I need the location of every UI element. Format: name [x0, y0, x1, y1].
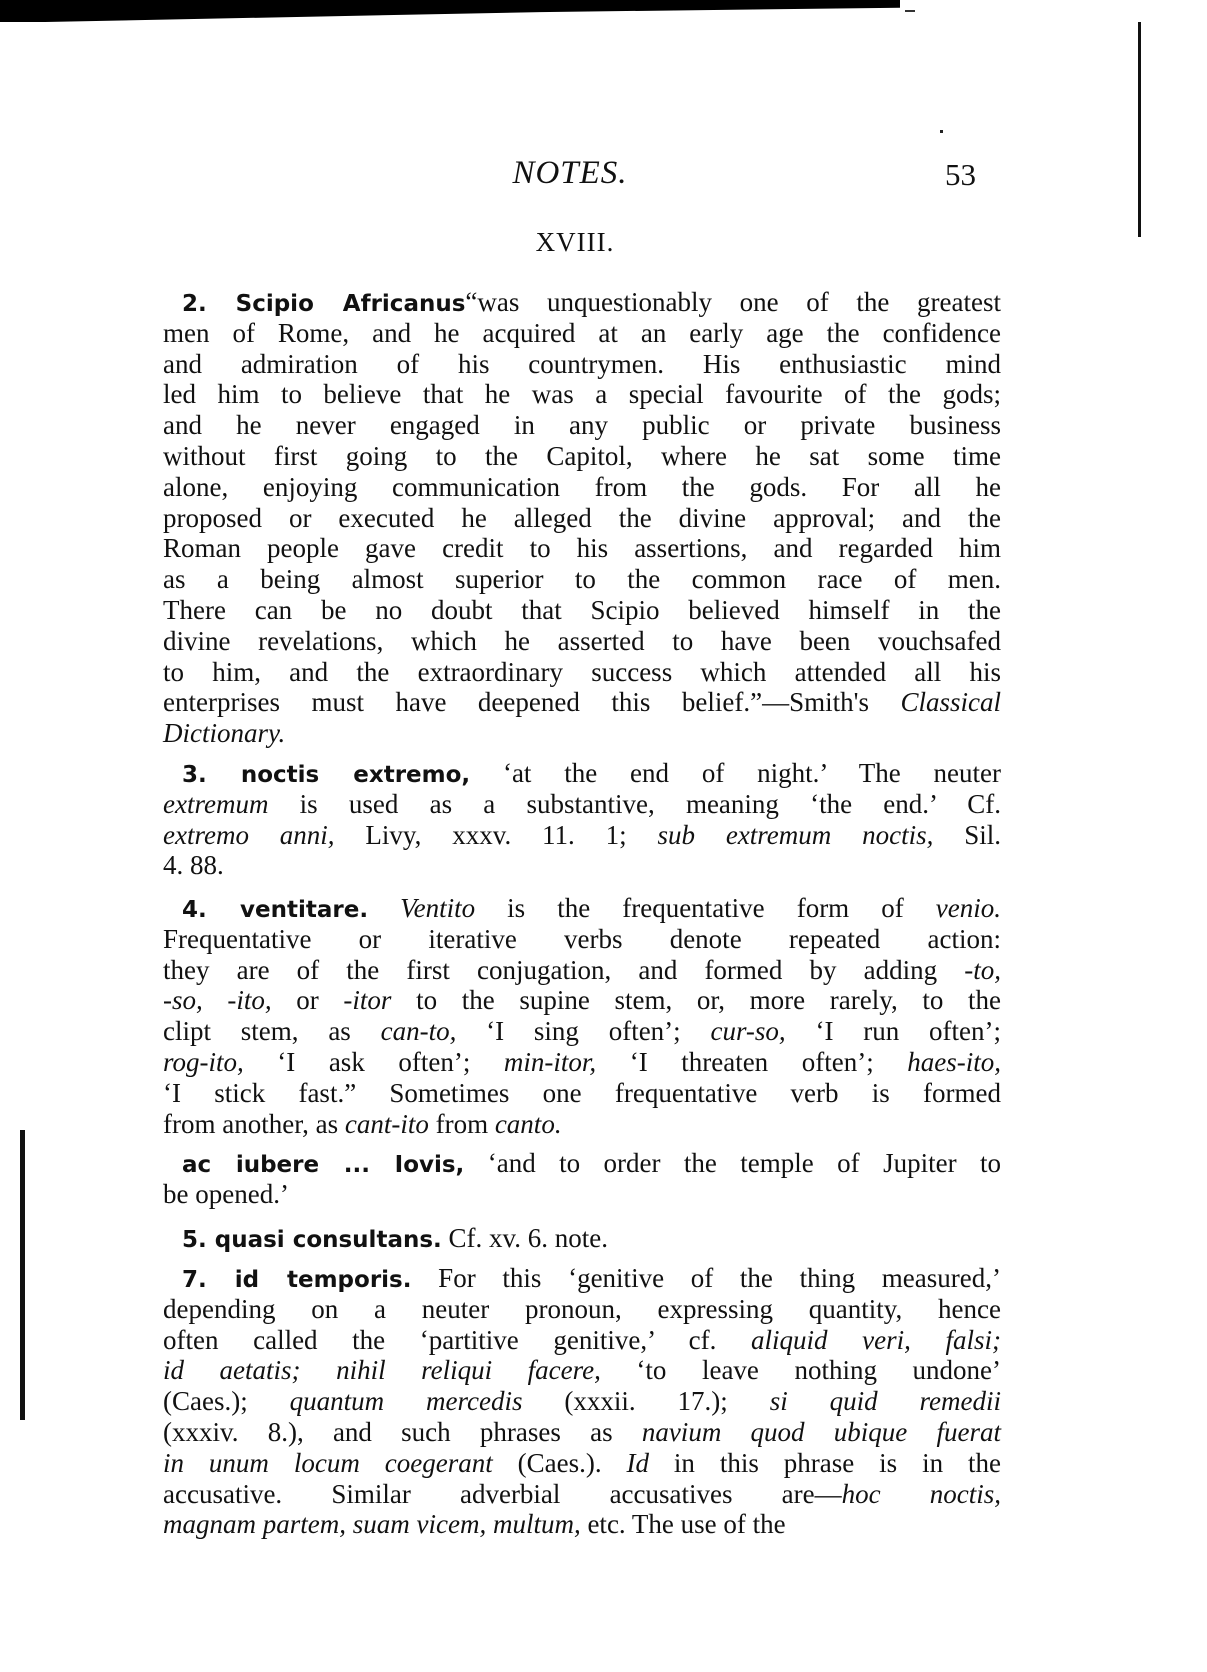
text: (Caes.);	[163, 1386, 290, 1417]
text: divine revelations, which he asserted to have been vouchsafed	[163, 625, 1001, 656]
italic-text: can-to,	[380, 1016, 457, 1047]
scan-speck	[940, 130, 943, 133]
text-line	[163, 924, 1001, 955]
text: ‘at the end of night.’ The neuter	[470, 758, 1001, 788]
text-line	[163, 318, 1001, 349]
text: they are of the first conjugation, and formed by adding	[163, 954, 965, 985]
text: ‘and to order the temple of Jupiter to	[464, 1148, 1001, 1178]
italic-text: -so, -ito,	[163, 985, 272, 1016]
text-line	[163, 1417, 1001, 1448]
text: Cf. xv. 6. note.	[441, 1223, 608, 1253]
text-line	[163, 1016, 1001, 1047]
text: and admiration of his countrymen. His enthusiastic mind	[163, 348, 1001, 379]
text: ‘I stick fast.” Sometimes one frequentative verb is formed	[163, 1077, 1001, 1108]
note-paragraph	[163, 1223, 1001, 1254]
text: without first going to the Capitol, where he sat some time	[163, 440, 1001, 471]
text-line	[163, 985, 1001, 1016]
text: proposed or executed he alleged the divine approval; and the	[163, 502, 1001, 533]
text: depending on a neuter pronoun, expressing quantity, hence	[163, 1293, 1001, 1324]
text-line	[163, 657, 1001, 688]
text: Sil.	[933, 819, 1001, 850]
section-heading: XVIII.	[535, 227, 615, 257]
italic-text: min-itor,	[503, 1046, 597, 1077]
text: ‘I ask often’;	[243, 1046, 504, 1077]
text-line	[163, 718, 1001, 749]
scan-edge-bar	[0, 0, 900, 22]
text: “was unquestionably one of the greatest	[465, 287, 1001, 317]
italic-text: id aetatis; nihil reliqui facere,	[163, 1355, 601, 1386]
text-line	[163, 1109, 1001, 1140]
italic-text: aliquid veri, falsi;	[751, 1324, 1002, 1355]
lemma: 7. id temporis.	[182, 1267, 412, 1293]
text: from	[428, 1108, 495, 1139]
text-line	[163, 1223, 1001, 1254]
text: etc. The use of the	[580, 1509, 786, 1540]
page-number: 53	[945, 157, 976, 192]
text: and he never engaged in any public or private business	[163, 410, 1001, 441]
text: (xxxiv. 8.), and such phrases as	[163, 1416, 642, 1447]
text-line	[163, 1179, 1001, 1210]
note-paragraph	[163, 1263, 1001, 1540]
italic-text: Id	[626, 1447, 650, 1478]
text-line	[163, 1078, 1001, 1109]
text-line	[163, 626, 1001, 657]
text-line	[163, 349, 1001, 380]
text-line	[163, 1355, 1001, 1386]
lemma: 5. quasi consultans.	[182, 1227, 442, 1253]
text-line	[163, 1047, 1001, 1078]
text: enterprises must have deepened this belief.”—Smith's	[163, 687, 901, 718]
text: to the supine stem, or, more rarely, to the	[391, 985, 1001, 1016]
italic-text: cant-ito	[344, 1108, 429, 1139]
text-line	[163, 955, 1001, 986]
text: is the frequentative form of	[475, 893, 936, 923]
italic-text: cur-so,	[710, 1016, 786, 1047]
text-line	[163, 379, 1001, 410]
lemma: 4. ventitare.	[182, 897, 369, 923]
text: ‘to leave nothing undone’	[600, 1355, 1001, 1386]
italic-text: extremum	[163, 788, 269, 819]
text: ‘I threaten often’;	[596, 1046, 908, 1077]
text-line	[163, 564, 1001, 595]
scan-edge-line-right	[1138, 22, 1141, 237]
text: Livy, xxxv. 11. 1;	[334, 819, 658, 850]
italic-text: Dictionary.	[163, 718, 286, 749]
text: (Caes.).	[492, 1447, 627, 1478]
text-line	[163, 1386, 1001, 1417]
text-line	[163, 441, 1001, 472]
text: men of Rome, and he acquired at an early age the confidence	[163, 317, 1001, 348]
italic-text: -to,	[964, 954, 1001, 985]
text: led him to believe that he was a special favourite of the gods;	[163, 379, 1001, 410]
scan-edge-line-left	[20, 1130, 25, 1420]
text: in this phrase is in the	[649, 1447, 1001, 1478]
italic-text: in unum locum coegerant	[163, 1447, 493, 1478]
text: is used as a substantive, meaning ‘the end.’ Cf.	[268, 788, 1001, 819]
text-line	[163, 410, 1001, 441]
text: be opened.’	[163, 1178, 289, 1209]
italic-text: canto.	[494, 1108, 562, 1139]
note-paragraph	[163, 1148, 1001, 1210]
text-line	[163, 789, 1001, 820]
italic-text: navium quod ubique fuerat	[641, 1416, 1001, 1447]
text: from another, as	[163, 1108, 345, 1139]
italic-text: rog-ito,	[163, 1046, 244, 1077]
text: There can be no doubt that Scipio believed himself in the	[163, 594, 1001, 625]
italic-text: Ventito	[400, 893, 476, 923]
running-head: NOTES.	[512, 155, 628, 191]
text-line	[163, 1448, 1001, 1479]
text: ‘I run often’;	[785, 1016, 1001, 1047]
text-line	[163, 595, 1001, 626]
text: to him, and the extraordinary success which attended all his	[163, 656, 1001, 687]
text	[368, 893, 400, 923]
text-line	[163, 893, 1001, 924]
italic-text: hoc noctis,	[841, 1478, 1001, 1509]
lemma: 2. Scipio Africanus	[182, 291, 466, 317]
italic-text: Classical	[900, 687, 1001, 718]
text-line	[163, 287, 1001, 318]
italic-text: venio.	[935, 893, 1001, 923]
lemma: ac iubere ... Iovis,	[182, 1152, 465, 1178]
note-paragraph	[163, 287, 1001, 749]
text: as a being almost superior to the common race of men.	[163, 564, 1001, 595]
text: Roman people gave credit to his assertions, and regarded him	[163, 533, 1001, 564]
text: (xxxii. 17.);	[522, 1386, 770, 1417]
text: accusative. Similar adverbial accusatives are—	[163, 1478, 842, 1509]
text-line	[163, 758, 1001, 789]
text: 4. 88.	[163, 850, 224, 881]
text-line	[163, 533, 1001, 564]
text-line	[163, 1294, 1001, 1325]
text: or	[271, 985, 344, 1016]
text-line	[163, 472, 1001, 503]
text-line	[163, 503, 1001, 534]
text: often called the ‘partitive genitive,’ cf.	[163, 1324, 752, 1355]
text-line	[163, 687, 1001, 718]
note-paragraph	[163, 758, 1001, 881]
text-line	[163, 1509, 1001, 1540]
italic-text: magnam partem, suam vicem, multum,	[163, 1509, 581, 1540]
italic-text: sub extremum noctis,	[657, 819, 934, 850]
text: ‘I sing often’;	[456, 1016, 711, 1047]
text-line	[163, 1479, 1001, 1510]
text: alone, enjoying communication from the gods. For all he	[163, 471, 1001, 502]
note-paragraph	[163, 893, 1001, 1139]
text-line	[163, 1263, 1001, 1294]
text-line	[163, 1325, 1001, 1356]
text: For this ‘genitive of the thing measured,’	[411, 1263, 1001, 1293]
italic-text: haes-ito,	[907, 1046, 1001, 1077]
lemma: 3. noctis extremo,	[182, 762, 471, 788]
text-line	[163, 1148, 1001, 1179]
text-line	[163, 850, 1001, 881]
italic-text: -itor	[343, 985, 392, 1016]
text-line	[163, 820, 1001, 851]
scan-mark	[905, 10, 915, 12]
text: Frequentative or iterative verbs denote repeated action:	[163, 923, 1001, 954]
italic-text: quantum mercedis	[289, 1386, 523, 1417]
text: clipt stem, as	[163, 1016, 381, 1047]
italic-text: extremo anni,	[163, 819, 335, 850]
italic-text: si quid remedii	[769, 1386, 1001, 1417]
